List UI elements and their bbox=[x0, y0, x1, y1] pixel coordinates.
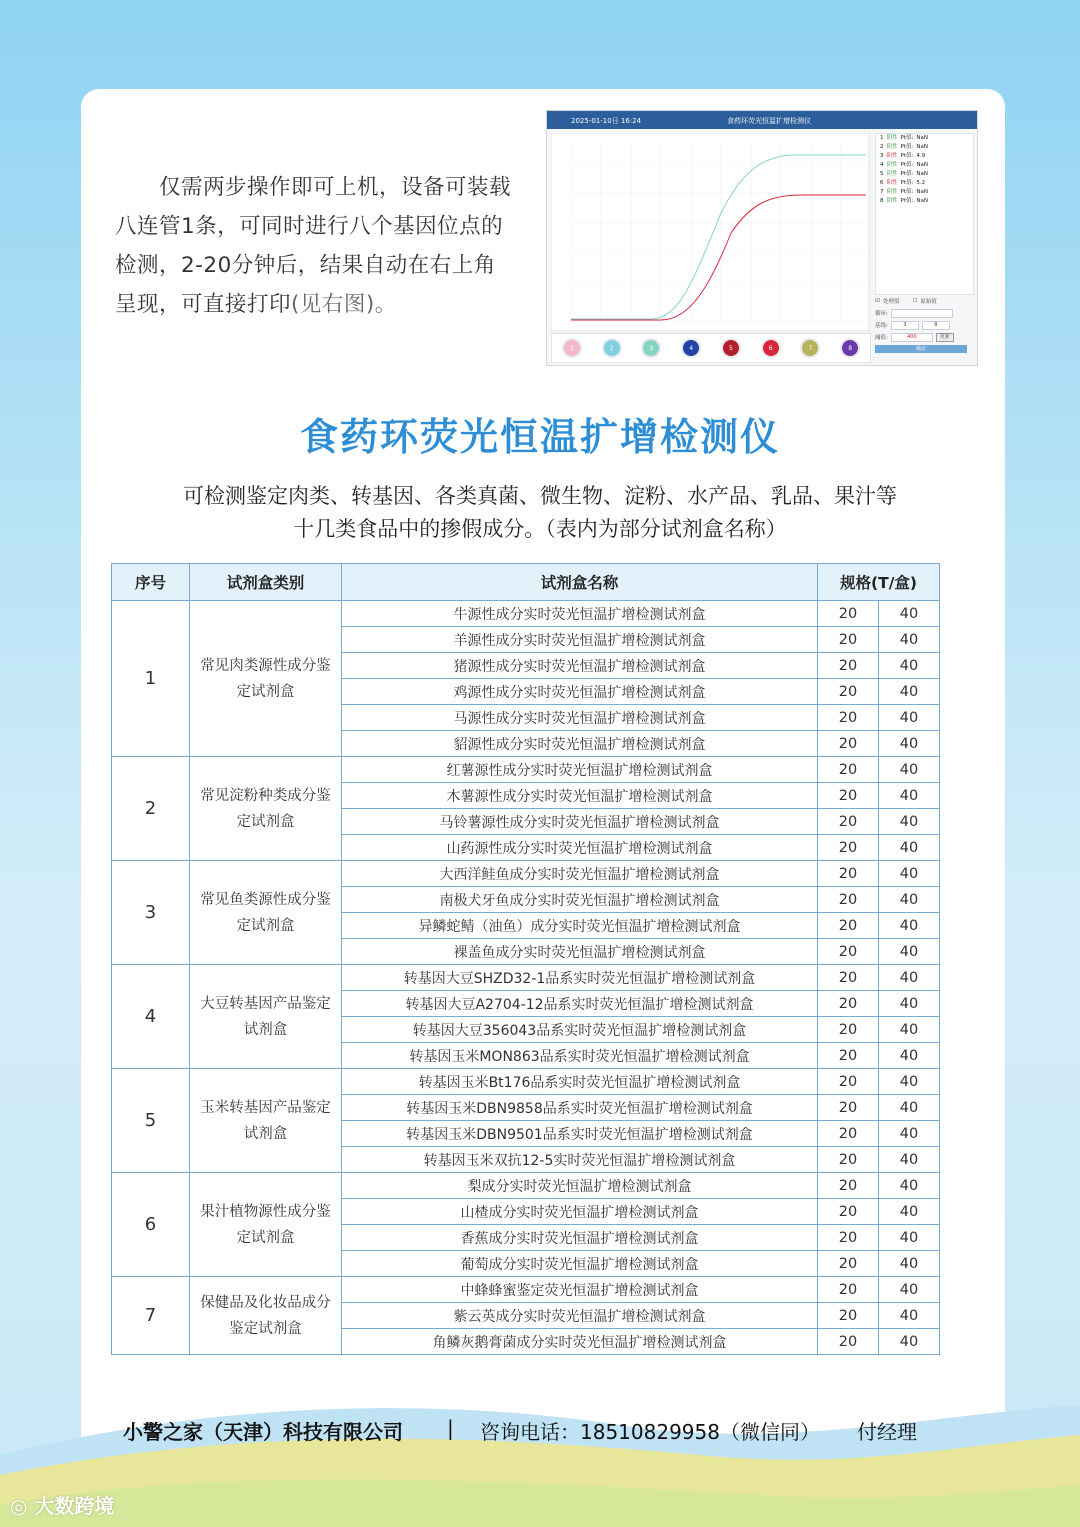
group-category: 保健品及化妆品成分鉴定试剂盒 bbox=[190, 1277, 342, 1355]
group-category: 常见鱼类源性成分鉴定试剂盒 bbox=[190, 861, 342, 965]
kit-spec: 40 bbox=[879, 1147, 940, 1173]
kit-name: 山楂成分实时荧光恒温扩增检测试剂盒 bbox=[342, 1199, 818, 1225]
kit-name: 转基因玉米MON863品系实时荧光恒温扩增检测试剂盒 bbox=[342, 1043, 818, 1069]
kit-name: 中蜂蜂蜜鉴定荧光恒温扩增检测试剂盒 bbox=[342, 1277, 818, 1303]
amplification-curve-plot bbox=[551, 133, 871, 333]
result-label: Pt值: bbox=[900, 144, 914, 150]
kit-spec: 40 bbox=[879, 1251, 940, 1277]
kit-spec: 20 bbox=[818, 809, 879, 835]
well-8[interactable]: 8 bbox=[842, 340, 858, 356]
kit-spec: 40 bbox=[879, 1329, 940, 1355]
kit-name: 红薯源性成分实时荧光恒温扩增检测试剂盒 bbox=[342, 757, 818, 783]
kit-name: 马源性成分实时荧光恒温扩增检测试剂盒 bbox=[342, 705, 818, 731]
kit-spec: 40 bbox=[879, 835, 940, 861]
kit-spec: 40 bbox=[879, 1017, 940, 1043]
kit-spec: 40 bbox=[879, 757, 940, 783]
group-category: 果汁植物源性成分鉴定试剂盒 bbox=[190, 1173, 342, 1277]
result-value: NaN bbox=[916, 135, 928, 141]
result-label: Pt值: bbox=[900, 198, 914, 204]
footer-contact: 付经理 bbox=[857, 1420, 917, 1444]
footer bbox=[0, 1416, 1080, 1446]
result-status: 阴性 bbox=[886, 189, 898, 195]
kit-spec: 20 bbox=[818, 1017, 879, 1043]
kit-name: 转基因玉米Bt176品系实时荧光恒温扩增检测试剂盒 bbox=[342, 1069, 818, 1095]
result-no: 6 bbox=[880, 180, 884, 186]
kit-spec: 40 bbox=[879, 1121, 940, 1147]
well-1[interactable]: 1 bbox=[564, 340, 580, 356]
plot-background bbox=[551, 133, 869, 331]
kit-name: 梨成分实时荧光恒温扩增检测试剂盒 bbox=[342, 1173, 818, 1199]
kit-name: 转基因玉米DBN9858品系实时荧光恒温扩增检测试剂盒 bbox=[342, 1095, 818, 1121]
kit-spec: 20 bbox=[818, 1251, 879, 1277]
result-row bbox=[876, 152, 973, 161]
kit-spec: 20 bbox=[818, 1199, 879, 1225]
intro-text: 仅需两步操作即可上机，设备可装载八连管1条，可同时进行八个基因位点的检测，2-20分钟后，结果自动在右上角呈现，可直接打印 bbox=[115, 175, 512, 317]
kit-name: 鸡源性成分实时荧光恒温扩增检测试剂盒 bbox=[342, 679, 818, 705]
kit-spec: 20 bbox=[818, 835, 879, 861]
result-row bbox=[876, 179, 973, 188]
table-row bbox=[112, 1277, 940, 1303]
kit-spec: 20 bbox=[818, 1121, 879, 1147]
kit-spec: 20 bbox=[818, 1173, 879, 1199]
description-line-2: 十几类食品中的掺假成分。（表内为部分试剂盒名称） bbox=[293, 517, 787, 541]
kit-spec: 20 bbox=[818, 653, 879, 679]
header-spec: 规格(T/盒) bbox=[818, 564, 940, 601]
kit-spec: 40 bbox=[879, 705, 940, 731]
kit-name: 转基因大豆356043品系实时荧光恒温扩增检测试剂盒 bbox=[342, 1017, 818, 1043]
well-strip bbox=[551, 333, 871, 363]
result-status: 阴性 bbox=[886, 171, 898, 177]
result-no: 1 bbox=[880, 135, 884, 141]
checkbox-raw[interactable]: ☐ bbox=[912, 298, 918, 304]
result-row bbox=[876, 197, 973, 206]
kit-name: 牛源性成分实时荧光恒温扩增检测试剂盒 bbox=[342, 601, 818, 627]
result-no: 8 bbox=[880, 198, 884, 204]
well-5[interactable]: 5 bbox=[723, 340, 739, 356]
kit-spec: 20 bbox=[818, 627, 879, 653]
kit-spec: 40 bbox=[879, 913, 940, 939]
result-value: NaN bbox=[916, 171, 928, 177]
group-category: 常见肉类源性成分鉴定试剂盒 bbox=[190, 601, 342, 757]
result-value: NaN bbox=[916, 144, 928, 150]
kit-spec: 20 bbox=[818, 1225, 879, 1251]
watermark-text: 大数跨境 bbox=[34, 1494, 115, 1518]
kit-spec: 20 bbox=[818, 965, 879, 991]
result-label: Pt值: bbox=[900, 180, 914, 186]
table-row bbox=[112, 757, 940, 783]
intro-paragraph bbox=[115, 168, 515, 324]
kit-spec: 20 bbox=[818, 887, 879, 913]
kit-spec: 20 bbox=[818, 913, 879, 939]
result-status: 阳性 bbox=[886, 180, 898, 186]
kit-spec: 20 bbox=[818, 1277, 879, 1303]
kit-name: 羊源性成分实时荧光恒温扩增检测试剂盒 bbox=[342, 627, 818, 653]
description bbox=[110, 480, 970, 546]
footer-company: 小警之家（天津）科技有限公司 bbox=[123, 1420, 403, 1444]
kit-spec: 20 bbox=[818, 991, 879, 1017]
threshold-label: 阈值: bbox=[875, 335, 888, 341]
result-row bbox=[876, 188, 973, 197]
kit-name: 角鳞灰鹅膏菌成分实时荧光恒温扩增检测试剂盒 bbox=[342, 1329, 818, 1355]
group-number: 2 bbox=[112, 757, 190, 861]
group-category: 大豆转基因产品鉴定试剂盒 bbox=[190, 965, 342, 1069]
result-no: 2 bbox=[880, 144, 884, 150]
footer-divider: | bbox=[447, 1416, 454, 1440]
table-row bbox=[112, 965, 940, 991]
result-status: 阴性 bbox=[886, 198, 898, 204]
kit-name: 裸盖鱼成分实时荧光恒温扩增检测试剂盒 bbox=[342, 939, 818, 965]
cycle-label: 循环: bbox=[875, 311, 888, 317]
result-status: 阴性 bbox=[886, 135, 898, 141]
kit-name: 转基因大豆A2704-12品系实时荧光恒温扩增检测试剂盒 bbox=[342, 991, 818, 1017]
result-value: NaN bbox=[916, 198, 928, 204]
kit-name: 木薯源性成分实时荧光恒温扩增检测试剂盒 bbox=[342, 783, 818, 809]
kit-name: 马铃薯源性成分实时荧光恒温扩增检测试剂盒 bbox=[342, 809, 818, 835]
result-status: 阴性 bbox=[886, 162, 898, 168]
description-line-1: 可检测鉴定肉类、转基因、各类真菌、微生物、淀粉、水产品、乳品、果汁等 bbox=[183, 484, 897, 508]
result-no: 4 bbox=[880, 162, 884, 168]
kit-spec: 40 bbox=[879, 991, 940, 1017]
kit-spec: 20 bbox=[818, 1147, 879, 1173]
table-row bbox=[112, 861, 940, 887]
kit-name: 猪源性成分实时荧光恒温扩增检测试剂盒 bbox=[342, 653, 818, 679]
result-value: 4.9 bbox=[916, 153, 926, 159]
well-3[interactable]: 3 bbox=[643, 340, 659, 356]
result-no: 5 bbox=[880, 171, 884, 177]
apply-button[interactable]: 更新 bbox=[936, 333, 954, 342]
group-number: 7 bbox=[112, 1277, 190, 1355]
group-number: 6 bbox=[112, 1173, 190, 1277]
result-no: 3 bbox=[880, 153, 884, 159]
result-label: Pt值: bbox=[900, 189, 914, 195]
kit-spec: 40 bbox=[879, 861, 940, 887]
baseline-label: 基线: bbox=[875, 323, 888, 329]
kit-name: 貂源性成分实时荧光恒温扩增检测试剂盒 bbox=[342, 731, 818, 757]
result-value: NaN bbox=[916, 162, 928, 168]
kit-spec: 40 bbox=[879, 1303, 940, 1329]
well-2[interactable]: 2 bbox=[604, 340, 620, 356]
intro-note: (见右图)。 bbox=[291, 292, 397, 317]
header-no: 序号 bbox=[112, 564, 190, 601]
kit-spec: 20 bbox=[818, 705, 879, 731]
kit-name: 转基因玉米DBN9501品系实时荧光恒温扩增检测试剂盒 bbox=[342, 1121, 818, 1147]
table-body bbox=[112, 601, 940, 1355]
header-category: 试剂盒类别 bbox=[190, 564, 342, 601]
kit-name: 葡萄成分实时荧光恒温扩增检测试剂盒 bbox=[342, 1251, 818, 1277]
group-number: 4 bbox=[112, 965, 190, 1069]
well-4[interactable]: 4 bbox=[683, 340, 699, 356]
table-row bbox=[112, 1069, 940, 1095]
kit-spec: 40 bbox=[879, 1043, 940, 1069]
threshold-input[interactable]: 400 bbox=[891, 333, 933, 342]
group-number: 3 bbox=[112, 861, 190, 965]
kit-spec: 40 bbox=[879, 887, 940, 913]
kit-spec: 40 bbox=[879, 1069, 940, 1095]
kit-spec: 40 bbox=[879, 679, 940, 705]
result-row bbox=[876, 134, 973, 143]
kit-spec: 40 bbox=[879, 783, 940, 809]
watermark-logo-icon: ◎ bbox=[10, 1494, 35, 1518]
header-name: 试剂盒名称 bbox=[342, 564, 818, 601]
result-status: 阳性 bbox=[886, 153, 898, 159]
table-row bbox=[112, 601, 940, 627]
kit-name: 紫云英成分实时荧光恒温扩增检测试剂盒 bbox=[342, 1303, 818, 1329]
group-number: 1 bbox=[112, 601, 190, 757]
kit-spec: 40 bbox=[879, 1095, 940, 1121]
result-status: 阴性 bbox=[886, 144, 898, 150]
kit-spec: 40 bbox=[879, 1277, 940, 1303]
kit-spec: 40 bbox=[879, 653, 940, 679]
instrument-screen bbox=[546, 110, 978, 366]
watermark bbox=[10, 1490, 114, 1519]
group-category: 常见淀粉种类成分鉴定试剂盒 bbox=[190, 757, 342, 861]
group-category: 玉米转基因产品鉴定试剂盒 bbox=[190, 1069, 342, 1173]
confirm-button[interactable]: 确定 bbox=[875, 345, 967, 353]
result-value: 5.2 bbox=[916, 180, 926, 186]
kit-spec: 20 bbox=[818, 939, 879, 965]
well-6[interactable]: 6 bbox=[763, 340, 779, 356]
checkbox-raw-label: 原始值 bbox=[920, 299, 937, 305]
baseline-start-input[interactable]: 3 bbox=[891, 321, 919, 330]
result-row bbox=[876, 143, 973, 152]
baseline-end-input[interactable]: 8 bbox=[922, 321, 950, 330]
kit-spec: 20 bbox=[818, 679, 879, 705]
results-panel bbox=[875, 133, 974, 295]
kit-spec: 40 bbox=[879, 1225, 940, 1251]
checkbox-processed-label: 处理值 bbox=[882, 299, 900, 305]
kit-spec: 20 bbox=[818, 731, 879, 757]
instrument-datetime: 2025-01-10日 16:24 bbox=[571, 117, 642, 125]
kit-table bbox=[111, 563, 940, 1355]
group-number: 5 bbox=[112, 1069, 190, 1173]
instrument-window-title: 食药环荧光恒温扩增检测仪 bbox=[727, 117, 811, 125]
curve-controls bbox=[875, 295, 972, 353]
result-value: NaN bbox=[916, 189, 928, 195]
result-no: 7 bbox=[880, 189, 884, 195]
result-row bbox=[876, 161, 973, 170]
kit-spec: 20 bbox=[818, 1329, 879, 1355]
kit-spec: 40 bbox=[879, 627, 940, 653]
kit-name: 转基因大豆SHZD32-1品系实时荧光恒温扩增检测试剂盒 bbox=[342, 965, 818, 991]
kit-name: 山药源性成分实时荧光恒温扩增检测试剂盒 bbox=[342, 835, 818, 861]
kit-name: 异鳞蛇鲭（油鱼）成分实时荧光恒温扩增检测试剂盒 bbox=[342, 913, 818, 939]
kit-name: 转基因玉米双抗12-5实时荧光恒温扩增检测试剂盒 bbox=[342, 1147, 818, 1173]
kit-spec: 20 bbox=[818, 1043, 879, 1069]
kit-spec: 20 bbox=[818, 783, 879, 809]
result-label: Pt值: bbox=[900, 135, 914, 141]
result-label: Pt值: bbox=[900, 171, 914, 177]
cycle-input[interactable] bbox=[891, 309, 953, 318]
kit-spec: 20 bbox=[818, 601, 879, 627]
kit-name: 大西洋鲑鱼成分实时荧光恒温扩增检测试剂盒 bbox=[342, 861, 818, 887]
kit-spec: 40 bbox=[879, 965, 940, 991]
kit-name: 南极犬牙鱼成分实时荧光恒温扩增检测试剂盒 bbox=[342, 887, 818, 913]
kit-spec: 20 bbox=[818, 1303, 879, 1329]
footer-phone: 咨询电话：18510829958（微信同） bbox=[480, 1420, 820, 1444]
result-label: Pt值: bbox=[900, 153, 914, 159]
kit-spec: 40 bbox=[879, 1199, 940, 1225]
checkbox-processed[interactable]: ☑ bbox=[875, 298, 880, 304]
page-title: 食药环荧光恒温扩增检测仪 bbox=[299, 415, 780, 459]
result-label: Pt值: bbox=[900, 162, 914, 168]
instrument-titlebar bbox=[547, 111, 977, 129]
footer-wave-decoration bbox=[0, 1395, 1080, 1527]
kit-spec: 20 bbox=[818, 1069, 879, 1095]
kit-spec: 40 bbox=[879, 939, 940, 965]
kit-spec: 20 bbox=[818, 861, 879, 887]
kit-spec: 20 bbox=[818, 1095, 879, 1121]
kit-spec: 20 bbox=[818, 757, 879, 783]
kit-spec: 40 bbox=[879, 809, 940, 835]
table-row bbox=[112, 1173, 940, 1199]
kit-spec: 40 bbox=[879, 731, 940, 757]
result-row bbox=[876, 170, 973, 179]
well-7[interactable]: 7 bbox=[802, 340, 818, 356]
kit-spec: 40 bbox=[879, 1173, 940, 1199]
kit-spec: 40 bbox=[879, 601, 940, 627]
kit-name: 香蕉成分实时荧光恒温扩增检测试剂盒 bbox=[342, 1225, 818, 1251]
table-header-row bbox=[112, 564, 940, 601]
